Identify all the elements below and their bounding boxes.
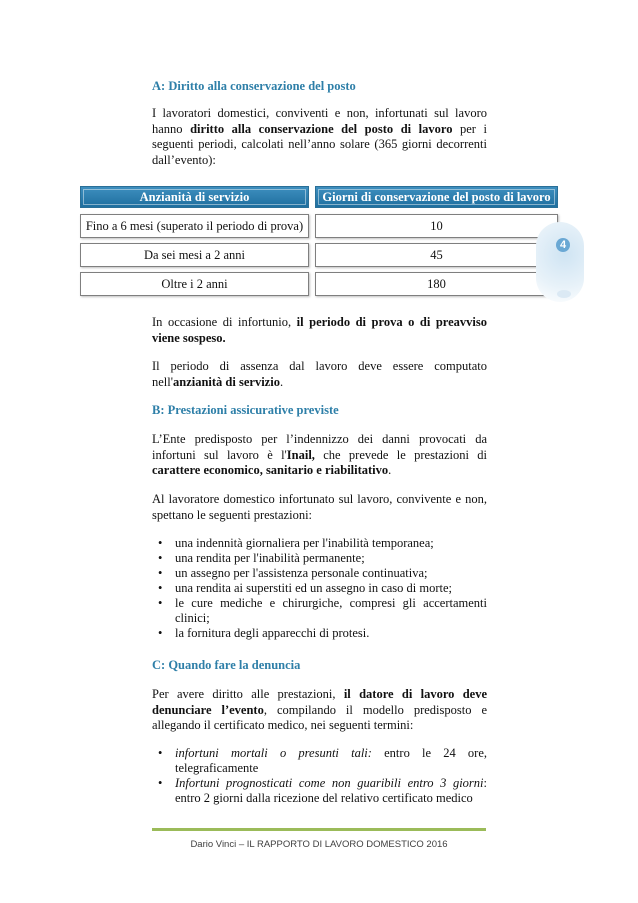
deadlines-list	[152, 746, 487, 806]
table-cell-seniority: Fino a 6 mesi (superato il periodo di prova)	[80, 214, 309, 238]
list-item: • una rendita ai superstiti ed un assegno in caso di morte;	[152, 581, 487, 596]
table-cell-seniority: Oltre i 2 anni	[80, 272, 309, 296]
footer-rule	[152, 828, 486, 831]
list-item: • la fornitura degli apparecchi di protesi.	[152, 626, 487, 641]
benefits-list	[152, 536, 487, 641]
list-item: • una indennità giornaliera per l'inabilità temporanea;	[152, 536, 487, 551]
page-footer: Dario Vinci – IL RAPPORTO DI LAVORO DOMESTICO 2016	[190, 839, 448, 850]
table-cell-days: 10	[315, 214, 558, 238]
section-c-intro: Per avere diritto alle prestazioni, il datore di lavoro deve denunciare l’evento, compilando il modello predisposto e allegando il certificato medico, nei seguenti termini:	[152, 687, 488, 732]
section-c-heading: C: Quando fare la denuncia	[152, 658, 301, 672]
section-b-heading: B: Prestazioni assicurative previste	[152, 403, 339, 417]
page-tab-number: 4	[556, 238, 570, 252]
table-cell-days: 45	[315, 243, 558, 267]
section-b-intro: L’Ente predisposto per l’indennizzo dei danni provocati da infortuni sul lavoro è l'Inail, che prevede le prestazioni di carattere economico, sanitario e riabilitativo.	[152, 432, 487, 477]
section-a-intro: I lavoratori domestici, conviventi e non, infortunati sul lavoro hanno diritto alla conservazione del posto di lavoro per i seguenti periodi, calcolati nell’anno solare (365 giorni decorrenti dall’evento):	[152, 106, 487, 167]
absence-note: Il periodo di assenza dal lavoro deve essere computato nell'anzianità di servizio.	[152, 359, 487, 389]
list-item: • Infortuni prognosticati come non guaribili entro 3 giorni: entro 2 giorni dalla ricezione del relativo certificato medico	[152, 776, 487, 806]
decorative-dot	[557, 290, 571, 298]
list-item: • le cure mediche e chirurgiche, compresi gli accertamenti clinici;	[152, 596, 487, 626]
section-b-benefits-intro: Al lavoratore domestico infortunato sul lavoro, convivente e non, spettano le seguenti prestazioni:	[152, 492, 487, 522]
table-header-seniority: Anzianità di servizio	[80, 186, 309, 208]
list-item: • infortuni mortali o presunti tali: entro le 24 ore, telegraficamente	[152, 746, 487, 776]
table-cell-seniority: Da sei mesi a 2 anni	[80, 243, 309, 267]
table-header-days: Giorni di conservazione del posto di lavoro	[315, 186, 558, 208]
table-cell-days: 180	[315, 272, 558, 296]
list-item: • una rendita per l'inabilità permanente;	[152, 551, 487, 566]
section-a-heading: A: Diritto alla conservazione del posto	[152, 79, 356, 93]
list-item: • un assegno per l'assistenza personale continuativa;	[152, 566, 487, 581]
probation-note: In occasione di infortunio, il periodo di prova o di preavviso viene sospeso.	[152, 315, 487, 345]
